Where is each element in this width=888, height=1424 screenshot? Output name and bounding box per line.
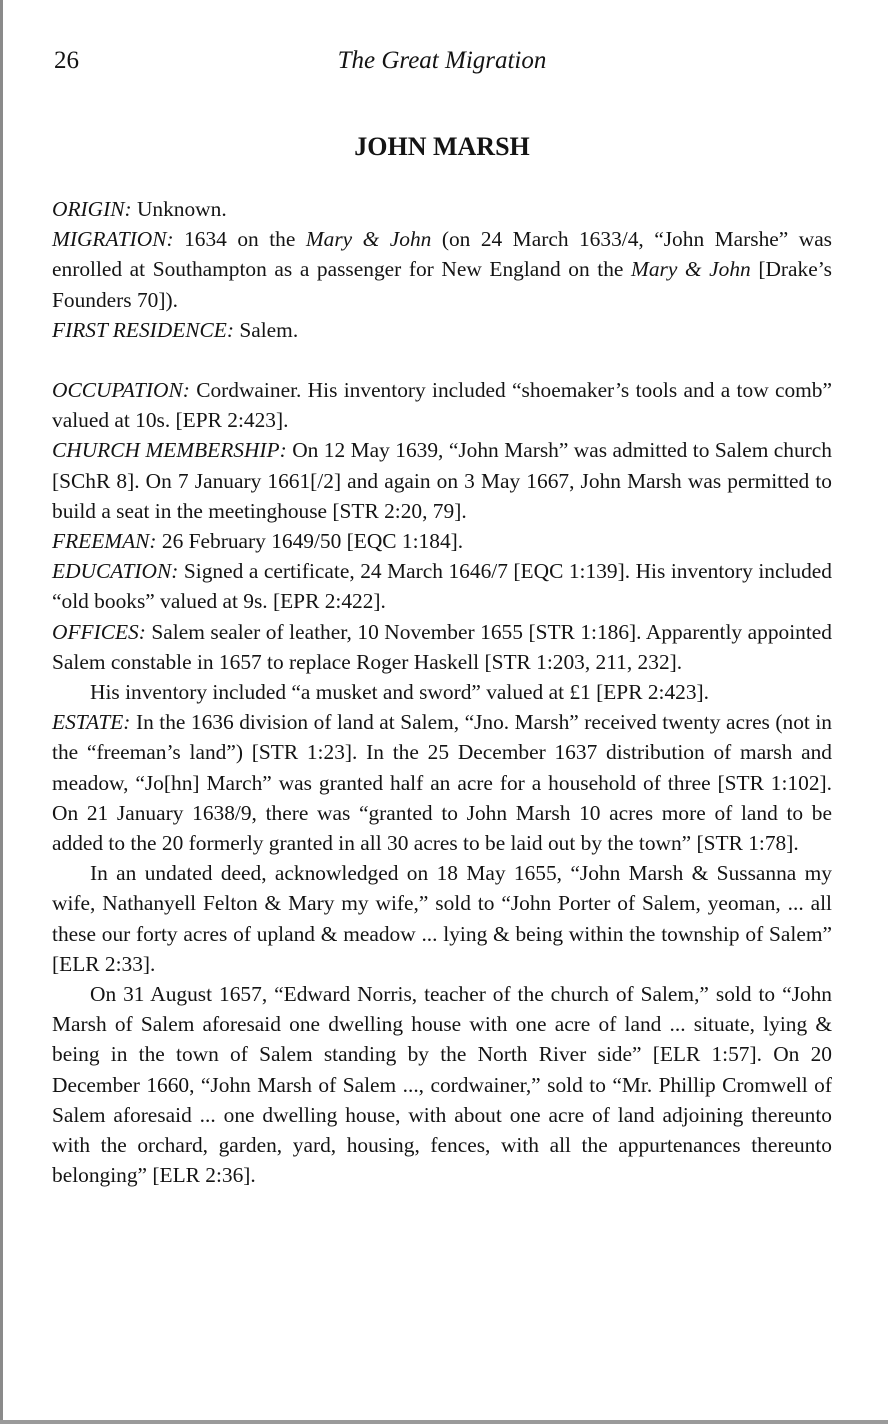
origin-section xyxy=(52,194,832,224)
origin-text: Unknown. xyxy=(131,197,227,221)
estate-text: In the 1636 division of land at Salem, “Jno. Marsh” received twenty acres (not in the “freeman’s land”) [STR 1:23]. In the 25 December 1637 distribution of marsh and meadow, “Jo[hn] March” was granted half an acre for a household of three [STR 1:102]. On 21 January 1638/9, there was “granted to John Marsh 10 acres more of land to be added to the 20 formerly granted in all 30 acres to be laid out by the town” [STR 1:78]. xyxy=(52,710,832,856)
estate-paragraph-2: In an undated deed, acknowledged on 18 May 1655, “John Marsh & Sussanna my wife, Nathanyell Felton & Mary my wife,” sold to “John Porter of Salem, yeoman, ... all these our forty acres of upland & meadow ... lying & being within the township of Salem” [ELR 2:33]. xyxy=(52,861,832,976)
page-header xyxy=(52,0,832,96)
origin-label: ORIGIN: xyxy=(52,197,132,221)
page-bottom-edge xyxy=(0,1420,888,1424)
ship-name: Mary & John xyxy=(631,257,751,282)
education-text: Signed a certificate, 24 March 1646/7 [EQC 1:139]. His inventory included “old books” valued at 9s. [EPR 2:422]. xyxy=(52,559,832,614)
page-left-edge xyxy=(0,0,3,1424)
occupation-section xyxy=(52,375,832,435)
running-title: The Great Migration xyxy=(337,47,547,74)
estate-paragraph-3: On 31 August 1657, “Edward Norris, teacher of the church of Salem,” sold to “John Marsh of Salem aforesaid one dwelling house with one acre of land ... situate, lying & being in the town of Salem standing by the North River side” [ELR 1:57]. On 20 December 1660, “John Marsh of Salem ..., cordwainer,” sold to “Mr. Phillip Cromwell of Salem aforesaid ... one dwelling house, with about one acre of land adjoining thereunto with the orchard, garden, yard, housing, fences, with all the appurtenances thereunto belonging” [ELR 2:36]. xyxy=(52,982,832,1188)
migration-text-2: (on 24 March 1633/4, “John Marshe” was enrolled at Southampton as a passenger for New England on the xyxy=(52,227,833,282)
migration-text-3: [Drake’s Founders 70]). xyxy=(52,257,832,312)
estate-section xyxy=(52,707,832,858)
first-residence-label: FIRST RESIDENCE: xyxy=(52,317,234,342)
offices-paragraph-2: His inventory included “a musket and sword” valued at £1 [EPR 2:423]. xyxy=(90,680,710,705)
book-page xyxy=(52,0,832,1191)
page-number: 26 xyxy=(54,47,79,74)
education-label: EDUCATION: xyxy=(52,559,179,584)
offices-section xyxy=(52,617,832,677)
freeman-section xyxy=(52,526,832,556)
migration-section xyxy=(52,224,832,315)
migration-label: MIGRATION: xyxy=(52,227,174,252)
section-gap xyxy=(52,345,832,375)
entry-body xyxy=(52,194,832,1191)
occupation-text: Cordwainer. His inventory included “shoemaker’s tools and a tow comb” valued at 10s. [EPR 2:423]. xyxy=(52,378,832,433)
education-section xyxy=(52,556,832,616)
freeman-text: 26 February 1649/50 [EQC 1:184]. xyxy=(156,529,464,554)
entry-title: JOHN MARSH xyxy=(354,132,530,161)
offices-text: Salem sealer of leather, 10 November 1655 [STR 1:186]. Apparently appointed Salem constable in 1657 to replace Roger Haskell [STR 1:203, 211, 232]. xyxy=(52,619,832,674)
freeman-label: FREEMAN: xyxy=(52,529,157,554)
offices-label: OFFICES: xyxy=(52,619,146,644)
occupation-label: OCCUPATION: xyxy=(52,378,190,403)
first-residence-section xyxy=(52,315,832,345)
migration-text-1: 1634 on the xyxy=(173,227,306,252)
church-membership-label: CHURCH MEMBERSHIP: xyxy=(52,438,287,463)
ship-name: Mary & John xyxy=(305,227,432,252)
church-membership-section xyxy=(52,435,832,526)
estate-label: ESTATE: xyxy=(52,710,131,735)
first-residence-text: Salem. xyxy=(234,317,299,342)
church-membership-text: On 12 May 1639, “John Marsh” was admitted to Salem church [SChR 8]. On 7 January 1661[/2] and again on 3 May 1667, John Marsh was permitted to build a seat in the meetinghouse [STR 2:20, 79]. xyxy=(52,438,832,523)
